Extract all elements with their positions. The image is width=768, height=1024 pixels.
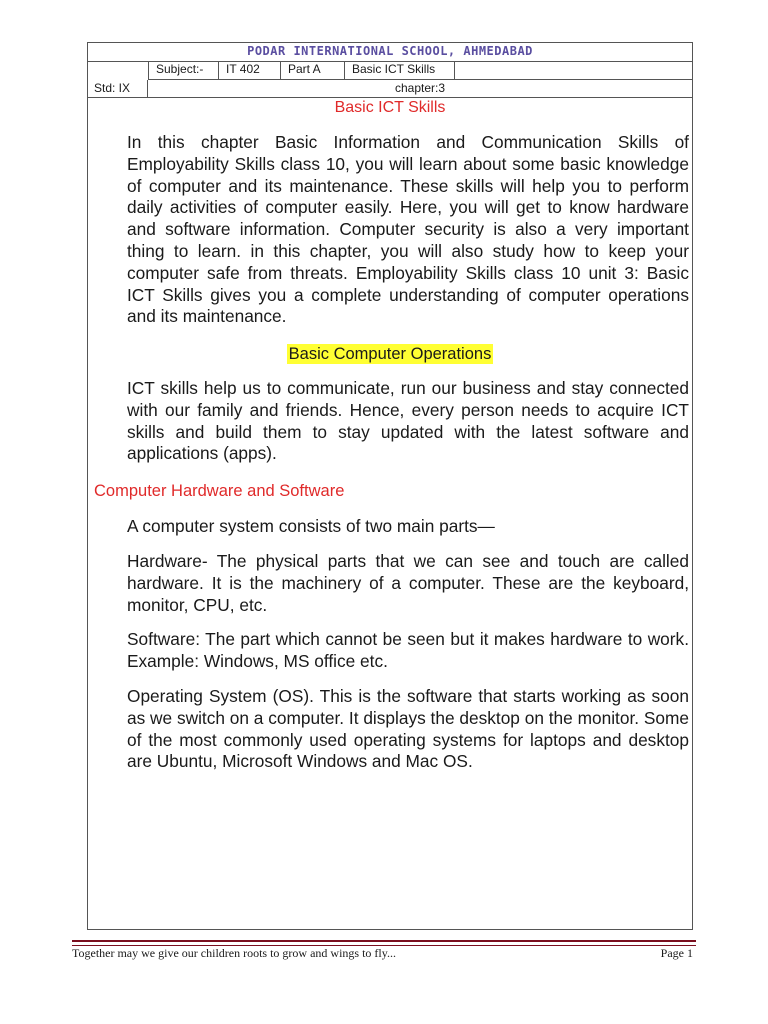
- hardware-paragraph: Hardware- The physical parts that we can see and touch are called hardware. It is the machinery of a computer. These are the keyboard, monitor, CPU, etc.: [127, 551, 689, 615]
- school-name: PODAR INTERNATIONAL SCHOOL, AHMEDABAD: [88, 43, 692, 62]
- subject-label: Subject:-: [148, 61, 218, 79]
- document-title: Basic ICT Skills: [334, 99, 446, 116]
- system-paragraph: A computer system consists of two main parts—: [127, 516, 495, 536]
- std-row: [88, 80, 692, 98]
- std-label: Std: IX: [88, 80, 148, 97]
- os-paragraph: Operating System (OS). This is the software that starts working as soon as we switch on a computer. It displays the desktop on the monitor. Some of the most commonly used operating systems for laptops and desktop are Ubuntu, Microsoft Windows and Mac OS.: [127, 686, 689, 772]
- basic-operations-heading-text: Basic Computer Operations: [288, 345, 492, 363]
- subject-blank: [454, 61, 692, 79]
- page-number: Page 1: [660, 946, 693, 960]
- footer-motto: Together may we give our children roots to grow and wings to fly...: [72, 946, 396, 960]
- part-label: Part A: [280, 61, 344, 79]
- ict-paragraph: ICT skills help us to communicate, run our business and stay connected with our family and friends. Hence, every person needs to acquire ICT skills and build them to stay updated with the latest software and applications (apps).: [127, 378, 689, 464]
- software-paragraph: Software: The part which cannot be seen but it makes hardware to work. Example: Windows, MS office etc.: [127, 629, 689, 671]
- subject-row: [148, 61, 692, 80]
- page-frame: [87, 42, 693, 930]
- subject-code: IT 402: [218, 61, 280, 79]
- basic-operations-heading: [88, 343, 692, 365]
- intro-paragraph: In this chapter Basic Information and Communication Skills of Employability Skills class 10, you will learn about some basic knowledge of computer and its maintenance. These skills will help you to perform daily activities of computer easily. Here, you will get to know hardware and software information. Computer security is also a very important thing to learn. in this chapter, you will also study how to keep your computer safe from threats. Employability Skills class 10 unit 3: Basic ICT Skills gives you a complete understanding of computer operations and its maintenance.: [127, 132, 689, 327]
- hardware-software-heading: Computer Hardware and Software: [94, 482, 345, 500]
- subject-name: Basic ICT Skills: [344, 61, 454, 79]
- chapter-label: chapter:3: [394, 81, 446, 95]
